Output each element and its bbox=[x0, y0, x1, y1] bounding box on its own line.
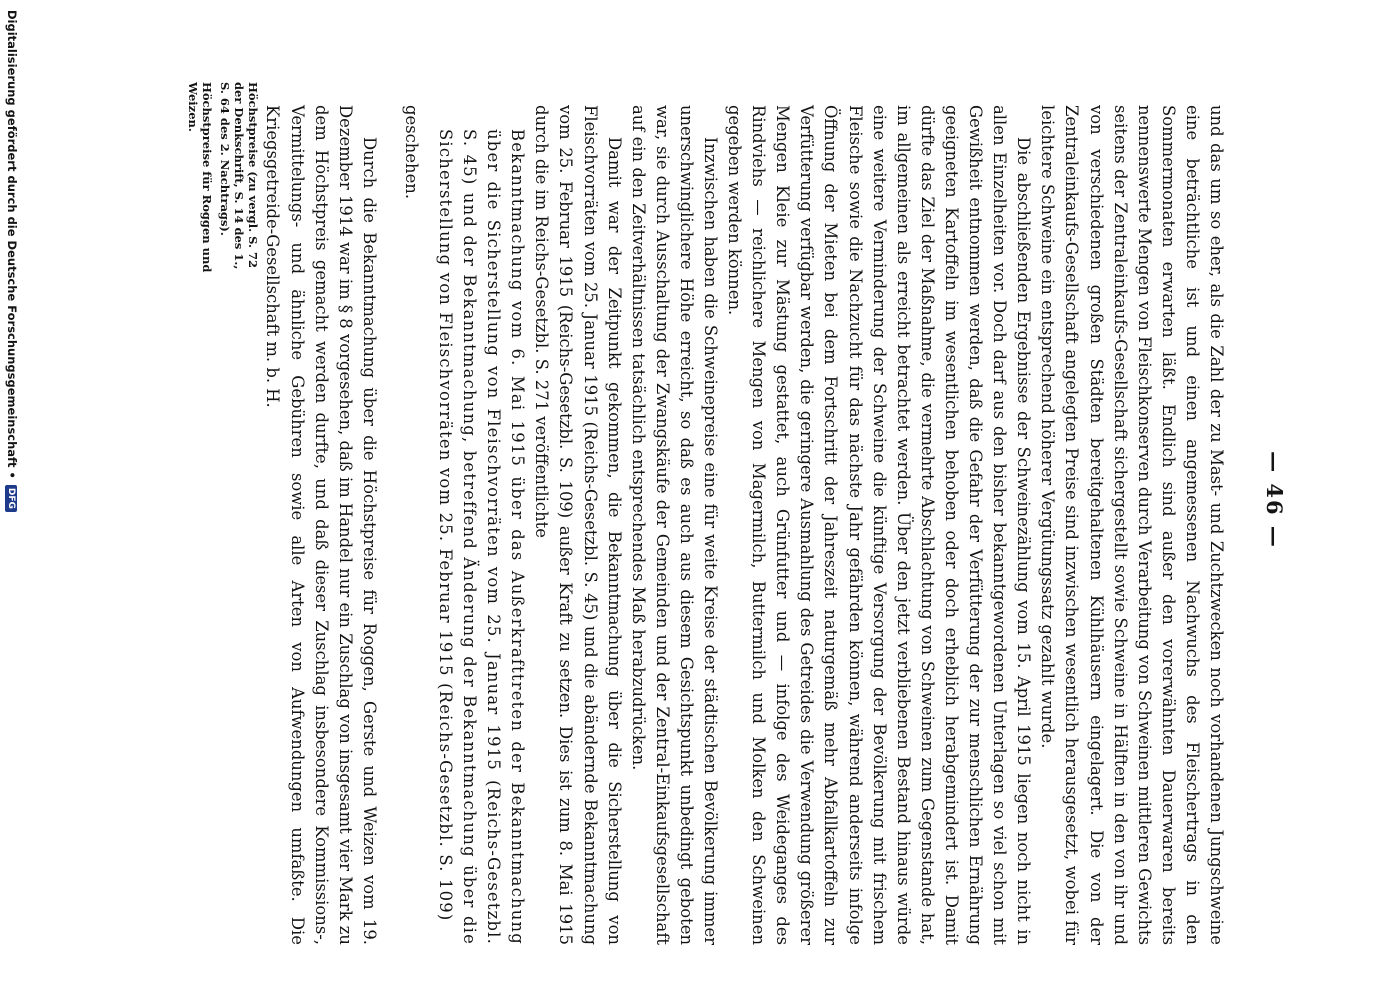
credit-text: Digitalisierung gefördert durch die Deutsche Forschungsgemeinschaft • bbox=[5, 10, 19, 479]
paragraph: Inzwischen haben die Schweinepreise eine für weite Kreise der städtischen Bevölkerung immer unerschwinglichere Höhe erreicht, so daß es auch aus diesem Gesichtspunkt unbedingt geboten war, sie durch Ausschaltung der Zwangskäufe der Gemeinden und der Zentral-Einkaufsgesellschaft auf ein den Zeitverhältnissen tatsächlich entsprechendes Maß herabzudrücken. bbox=[628, 105, 721, 945]
paragraph: Damit war der Zeitpunkt gekommen, die Bekanntmachung über die Sicherstellung von Fleischvorräten vom 25. Januar 1915 (Reichs-Gesetzbl. S. 45) und die abändernde Bekanntmachung vom 25. Februar 1915 (Reichs-Gesetzbl. S. 109) außer Kraft zu setzen. Dies ist zum 8. Mai 1915 durch die im Reichs-Gesetzbl. S. 271 veröffentlichte bbox=[532, 105, 624, 945]
margin-note: Höchstpreise für Roggen und Weizen. bbox=[186, 82, 214, 273]
digitization-credit bbox=[5, 10, 19, 990]
dfg-logo: DFG bbox=[6, 485, 18, 512]
paragraph: Die abschließenden Ergebnisse der Schweinezählung vom 15. April 1915 liegen noch nicht in allen Einzelheiten vor. Doch darf aus den bisher bekanntgewordenen Unterlagen so viel schon mit Gewißheit entnommen werden, daß die Gefahr der Verfütterung der zur menschlichen Ernährung geeigneten Kartoffeln im wesentlichen behoben oder doch erheblich herabgemindert ist. Damit dürfte das Ziel der Maßnahme, die vermehrte Abschlachtung von Schweinen zum Gegenstande hat, im allgemeinen als erreicht betrachtet werden. Über den jetzt verbliebenen Bestand hinaus würde eine weitere Verminderung der Schweine die künftige Versorgung der Bevölkerung mit frischem Fleische sowie die Nachzucht für das nächste Jahr gefährden können, während anderseits infolge Öffnung der Mieten bei dem Fortschritt der Jahreszeit naturgemäß mehr Abfallkartoffeln zur Verfütterung verfügbar werden, die geringere Ausmahlung des Getreides die Verwendung größerer Mengen Kleie zur Mästung gestattet, auch Grünfutter und — infolge des Weideganges des Rindviehs — reichlichere Mengen von Magermilch, Buttermilch und Molken den Schweinen gegeben werden können. bbox=[725, 105, 1034, 945]
paragraph: Durch die Bekanntmachung über die Höchstpreise für Roggen, Gerste und Weizen vom 19. Dezember 1914 war im § 8 vorgesehen, daß im Handel nur ein Zuschlag von insgesamt vier Mark zu dem Höchstpreis gemacht werden durfte, und daß dieser Zuschlag insbesondere Kommissions-, Vermittelungs- und ähnliche Gebühren sowie alle Arten von Aufwendungen umfaßte. Die Kriegsgetreide-Gesellschaft m. b. H. bbox=[263, 105, 379, 945]
margin-note: Höchstpreise (zu vergl. S. 72 der Denkschrift, S. 14 des 1., S. 64 des 2. Nachtrags). bbox=[218, 82, 260, 270]
main-text bbox=[260, 105, 1228, 945]
margin-notes bbox=[182, 82, 260, 282]
paragraph: und das um so eher, als die Zahl der zu Mast- und Zuchtzwecken noch vorhandenen Jungschweine eine beträchtliche ist und einen angemessenen Nachwuchs des Fleischertrags in den Sommermonaten erwarten läßt. Endlich sind außer den vorerwähnten Dauerwaren bereits nennenswerte Mengen von Fleischkonserven durch Verarbeitung von Schweinen mittleren Gewichts seitens der Zentraleinkaufs-Gesellschaft sichergestellt sowie Schweine in Hälften in den von ihr und von verschiedenen großen Städten bereitgehaltenen Kühlhäusern eingelagert. Die von der Zentraleinkaufs-Gesellschaft angelegten Preise sind inzwischen wesentlich herausgesetzt, wobei für leichtere Schweine ein entsprechend höherer Vergütungssatz gezahlt wurde. bbox=[1038, 105, 1226, 945]
closing-word: geschehen. bbox=[401, 105, 421, 200]
quoted-decree: Bekanntmachung vom 6. Mai 1915 über das Außerkrafttreten der Bekanntmachung über die Sicherstellung von Fleischvorräten vom 25. Januar 1915 (Reichs-Gesetzbl. S. 45) und der Bekanntmachung, betreffend Änderung der Bekanntmachung über die Sicherstellung von Fleischvorräten vom 25. Februar 1915 (Reichs-Gesetzbl. S. 109) bbox=[436, 129, 528, 945]
page-number: — 46 — bbox=[1262, 451, 1287, 549]
